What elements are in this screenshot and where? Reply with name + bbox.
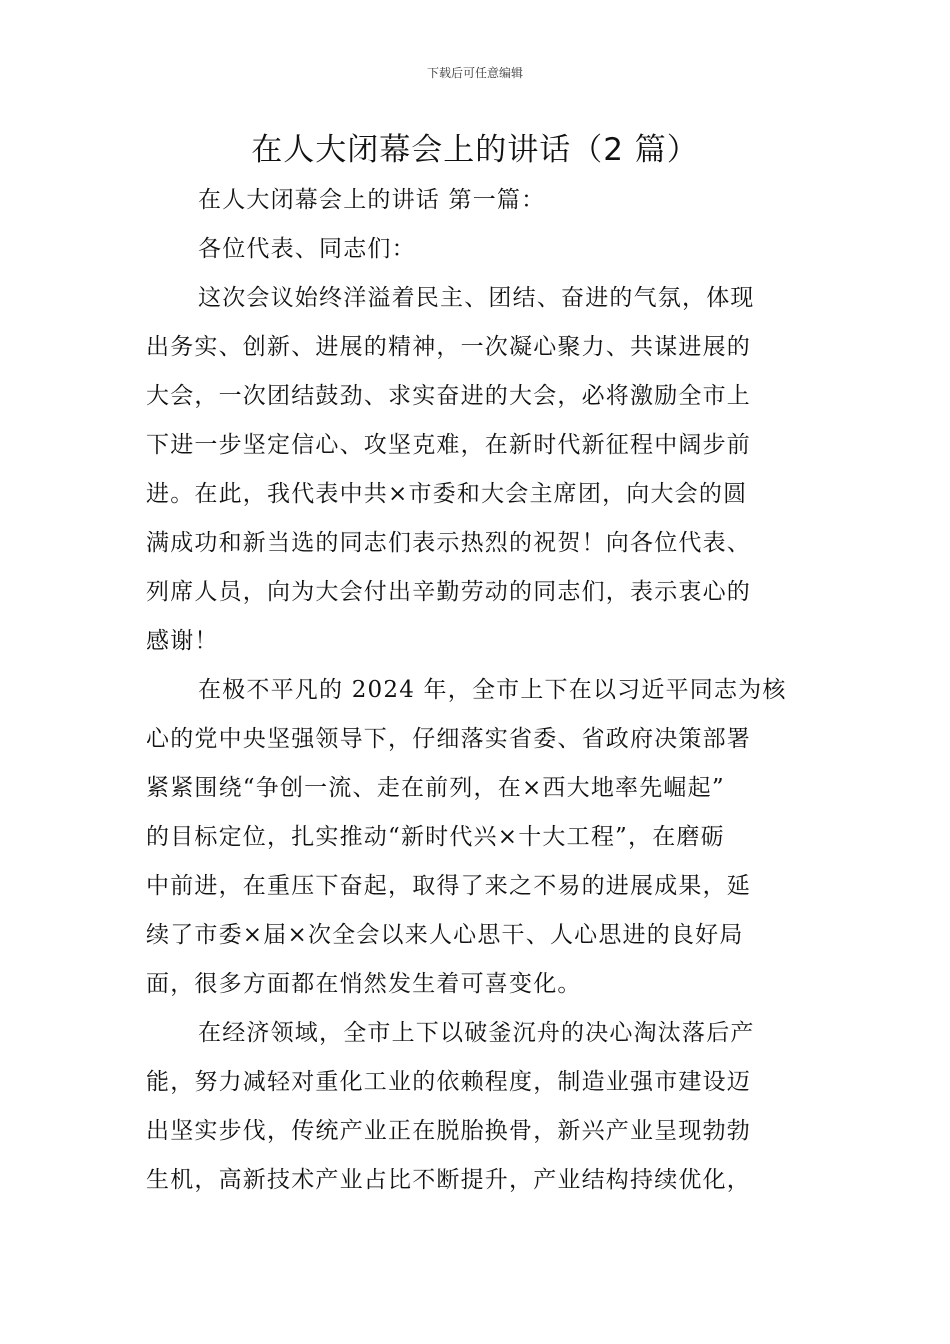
paragraph-line: 的目标定位，扎实推动“新时代兴×十大工程”，在磨砺 bbox=[146, 824, 725, 850]
paragraph-line: 续了市委×届×次全会以来人心思干、人心思进的良好局 bbox=[146, 922, 744, 948]
paragraph-line: 出务实、创新、进展的精神，一次凝心聚力、共谋进展的 bbox=[146, 334, 751, 360]
paragraph-line: 出坚实步伐，传统产业正在脱胎换骨，新兴产业呈现勃勃 bbox=[146, 1118, 751, 1144]
paragraph-line: 满成功和新当选的同志们表示热烈的祝贺！向各位代表、 bbox=[146, 530, 751, 556]
paragraph-1 bbox=[146, 274, 808, 666]
salutation: 各位代表、同志们： bbox=[198, 236, 416, 262]
download-note: 下载后可任意编辑 bbox=[426, 66, 523, 80]
paragraph-line: 在经济领域，全市上下以破釜沉舟的决心淘汰落后产 bbox=[198, 1020, 755, 1046]
paragraph-line: 大会，一次团结鼓劲、求实奋进的大会，必将激励全市上 bbox=[146, 383, 751, 409]
subtitle: 在人大闭幕会上的讲话 第一篇： bbox=[198, 187, 546, 213]
paragraph-line: 面，很多方面都在悄然发生着可喜变化。 bbox=[146, 971, 582, 997]
paragraph-line: 列席人员，向为大会付出辛勤劳动的同志们，表示衷心的 bbox=[146, 579, 751, 605]
paragraph-line: 心的党中央坚强领导下，仔细落实省委、省政府决策部署 bbox=[146, 726, 751, 752]
paragraph-line: 感谢！ bbox=[146, 628, 219, 654]
paragraph-line: 能，努力减轻对重化工业的依赖程度，制造业强市建设迈 bbox=[146, 1069, 751, 1095]
document-body bbox=[146, 176, 808, 1205]
paragraph-line: 这次会议始终洋溢着民主、团结、奋进的气氛，体现 bbox=[198, 285, 755, 311]
paragraph-line: 紧紧围绕“争创一流、走在前列，在×西大地率先崛起” bbox=[146, 775, 725, 801]
paragraph-2 bbox=[146, 666, 808, 1009]
paragraph-line: 在极不平凡的 2024 年，全市上下在以习近平同志为核 bbox=[198, 677, 787, 703]
paragraph-line: 生机，高新技术产业占比不断提升，产业结构持续优化， bbox=[146, 1167, 751, 1193]
paragraph-3 bbox=[146, 1009, 808, 1205]
document-title: 在人大闭幕会上的讲话（2 篇） bbox=[251, 132, 699, 168]
paragraph-line: 进。在此，我代表中共×市委和大会主席团，向大会的圆 bbox=[146, 481, 748, 507]
paragraph-line: 中前进，在重压下奋起，取得了来之不易的进展成果，延 bbox=[146, 873, 751, 899]
paragraph-line: 下进一步坚定信心、攻坚克难，在新时代新征程中阔步前 bbox=[146, 432, 751, 458]
